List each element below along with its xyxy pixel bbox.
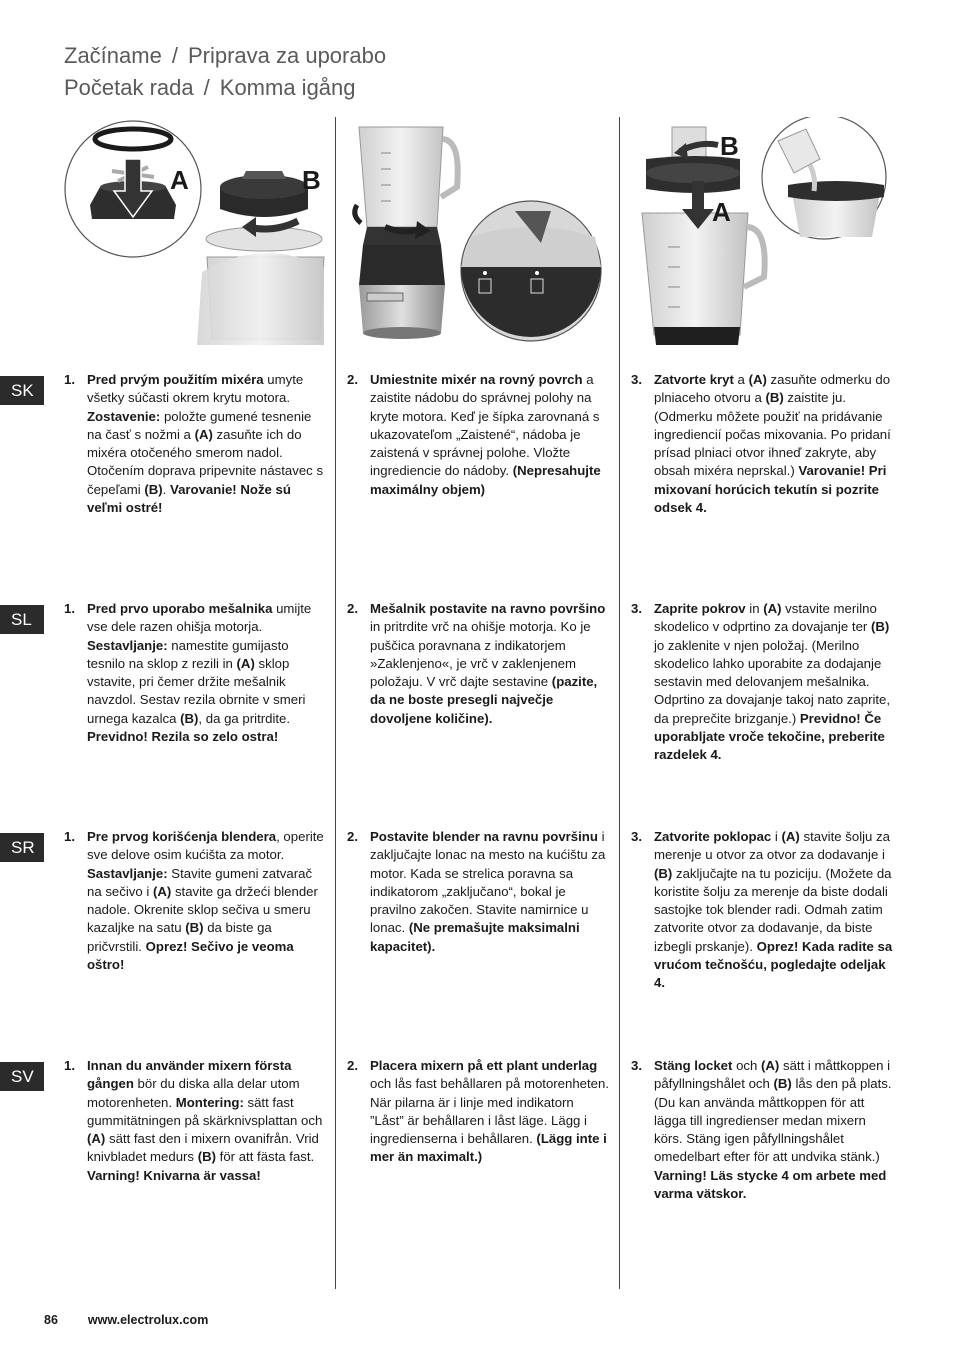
step-number: 3. [631,372,642,387]
step-number: 1. [64,601,75,616]
page-footer [44,1313,208,1327]
step-text: Umiestnite mixér na rovný povrch a zaistite nádobu do správnej polohy na kryte motora. Keď je šípka zarovnaná s ukazovateľom „Zaistené“, nádoba je zaistená v správnej polohe. Vložte ingrediencie do nádoby. (Nepresahujte maximálny objem) [370,372,601,497]
header-title-sv: Komma igång [219,75,356,100]
step-number: 2. [347,1058,358,1073]
language-tag-sr: SR [0,833,44,862]
language-tag-sv: SV [0,1062,44,1091]
step-text: Pre prvog korišćenja blendera, operite sve delove osim kućišta za motor. Sastavljanje: Stavite gumeni zatvarač na sečivo i (A) stavite ga držeći blender nadole. Okrenite sklop sečiva u smeru kazaljke na satu (B) da biste ga pričvrstili. Oprez! Sečivo je veoma oštro! [87,829,324,973]
step-number: 1. [64,372,75,387]
header-line-1 [64,40,386,72]
blade-assembly-drawing [62,117,328,345]
language-tag-sk: SK [0,376,44,405]
column-divider [619,117,620,1289]
header-title-sk: Začíname [64,43,162,68]
step-text: Stäng locket och (A) sätt i måttkoppen i påfyllningshålet och (B) lås den på plats. (Du kan använda måttkoppen för att lägga till ingredienser medan mixern körs. Stäng igen påfyllningshålet omedelbart efter för att undvika stänk.) Varning! Läs stycke 4 om arbete med varma vätskor. [654,1058,892,1202]
label-b: B [302,165,321,195]
step-text: Zaprite pokrov in (A) vstavite merilno skodelico v odprtino za dovajanje ter (B) jo zaklenite v njen položaj. (Merilno skodelico lahko uporabite za dodajanje sestavin med delovanjem mešalnika. Odprtino za dovajanje takoj nato zaprite, da preprečite brizganje.) Previdno! Če uporabljate vroče tekočine, preberite razdelek 4. [654,601,891,763]
step-number: 1. [64,829,75,844]
illustration-blade-assembly [62,117,328,345]
lid-cup-drawing [628,117,894,345]
label-b: B [720,131,739,161]
step-number: 2. [347,829,358,844]
step-number: 3. [631,601,642,616]
step-number: 2. [347,601,358,616]
language-tag-sl: SL [0,605,44,634]
page-number: 86 [44,1313,58,1327]
step-number: 3. [631,1058,642,1073]
illustration-jar-lock [345,117,613,345]
step-text: Pred prvo uporabo mešalnika umijte vse dele razen ohišja motorja. Sestavljanje: namestite gumijasto tesnilo na sklop z rezili in (A) sklop vstavite, pri čemer držite mešalnik navzdol. Sestav rezila obrnite v smeri urnega kazalca (B), da ga pritrdite. Previdno! Rezila so zelo ostra! [87,601,312,745]
step-text: Postavite blender na ravnu površinu i zaključajte lonac na mesto na kućištu za motor. Kada se strelica poravna sa indikatorom „zaključano“, bokal je pravilno zakočen. Stavite namirnice u lonac. (Ne premašujte maksimalni kapacitet). [370,829,606,954]
step-text: Zatvorite poklopac i (A) stavite šolju za merenje u otvor za otvor za dodavanje i (B) zaključajte na tu poziciju. (Možete da koristite šolju za merenje da biste dodali sastojke tok blender radi. Odmah zatim zatvorite otvor za dodavanje, da biste izbegli prskanje). Oprez! Kada radite sa vrućom tečnošću, pogledajte odeljak 4. [654,829,893,991]
header-title-sl: Priprava za uporabo [187,43,387,68]
label-a: A [712,197,731,227]
header-separator: / [171,43,178,68]
header-title-sr: Početak rada [64,75,194,100]
header-line-2 [64,72,386,104]
step-text: Zatvorte kryt a (A) zasuňte odmerku do plniaceho otvoru a (B) zaistite ju. (Odmerku môžete použiť na pridávanie ingrediencií počas mixovania. Po pridaní prísad plniaci otvor ihneď zakryte, aby obsah mixéra neprskal.) Varovanie! Pri mixovaní horúcich tekutín si pozrite odsek 4. [654,372,891,516]
step-text: Innan du använder mixern första gången bör du diska alla delar utom motorenheten. Montering: sätt fast gummitätningen på skärknivsplattan och (A) sätt fast den i mixern ovanifrån. Vrid knivbladet medurs (B) för att fästa fast. Varning! Knivarna är vassa! [87,1058,323,1183]
jar-lock-drawing [345,117,613,345]
page-header [64,40,386,104]
header-separator: / [203,75,210,100]
column-divider [335,117,336,1289]
step-number: 3. [631,829,642,844]
step-text: Mešalnik postavite na ravno površino in pritrdite vrč na ohišje motorja. Ko je puščica poravnana z indikatorjem »Zaklenjeno«, je vrč v zaklenjenem položaju. V vrč dajte sestavine (pazite, da ne boste presegli največje dovoljene količine). [370,601,606,726]
step-number: 1. [64,1058,75,1073]
step-text: Placera mixern på ett plant underlag och lås fast behållaren på motorenheten. När pilarna är i linje med indikatorn ”Låst” är behållaren i låst läge. Lägg i ingredienserna i behållaren. (Lägg inte i mer än maximalt.) [370,1058,609,1165]
step-text: Pred prvým použitím mixéra umyte všetky súčasti okrem krytu motora. Zostavenie: položte gumené tesnenie na časť s nožmi a (A) zasuňte ich do mixéra otočeného smerom nadol. Otočením doprava pripevnite nástavec s čepeľami (B). Varovanie! Nože sú veľmi ostré! [87,372,324,516]
illustration-lid-cup [628,117,894,345]
step-number: 2. [347,372,358,387]
label-a: A [170,165,189,195]
footer-url[interactable]: www.electrolux.com [87,1313,209,1327]
